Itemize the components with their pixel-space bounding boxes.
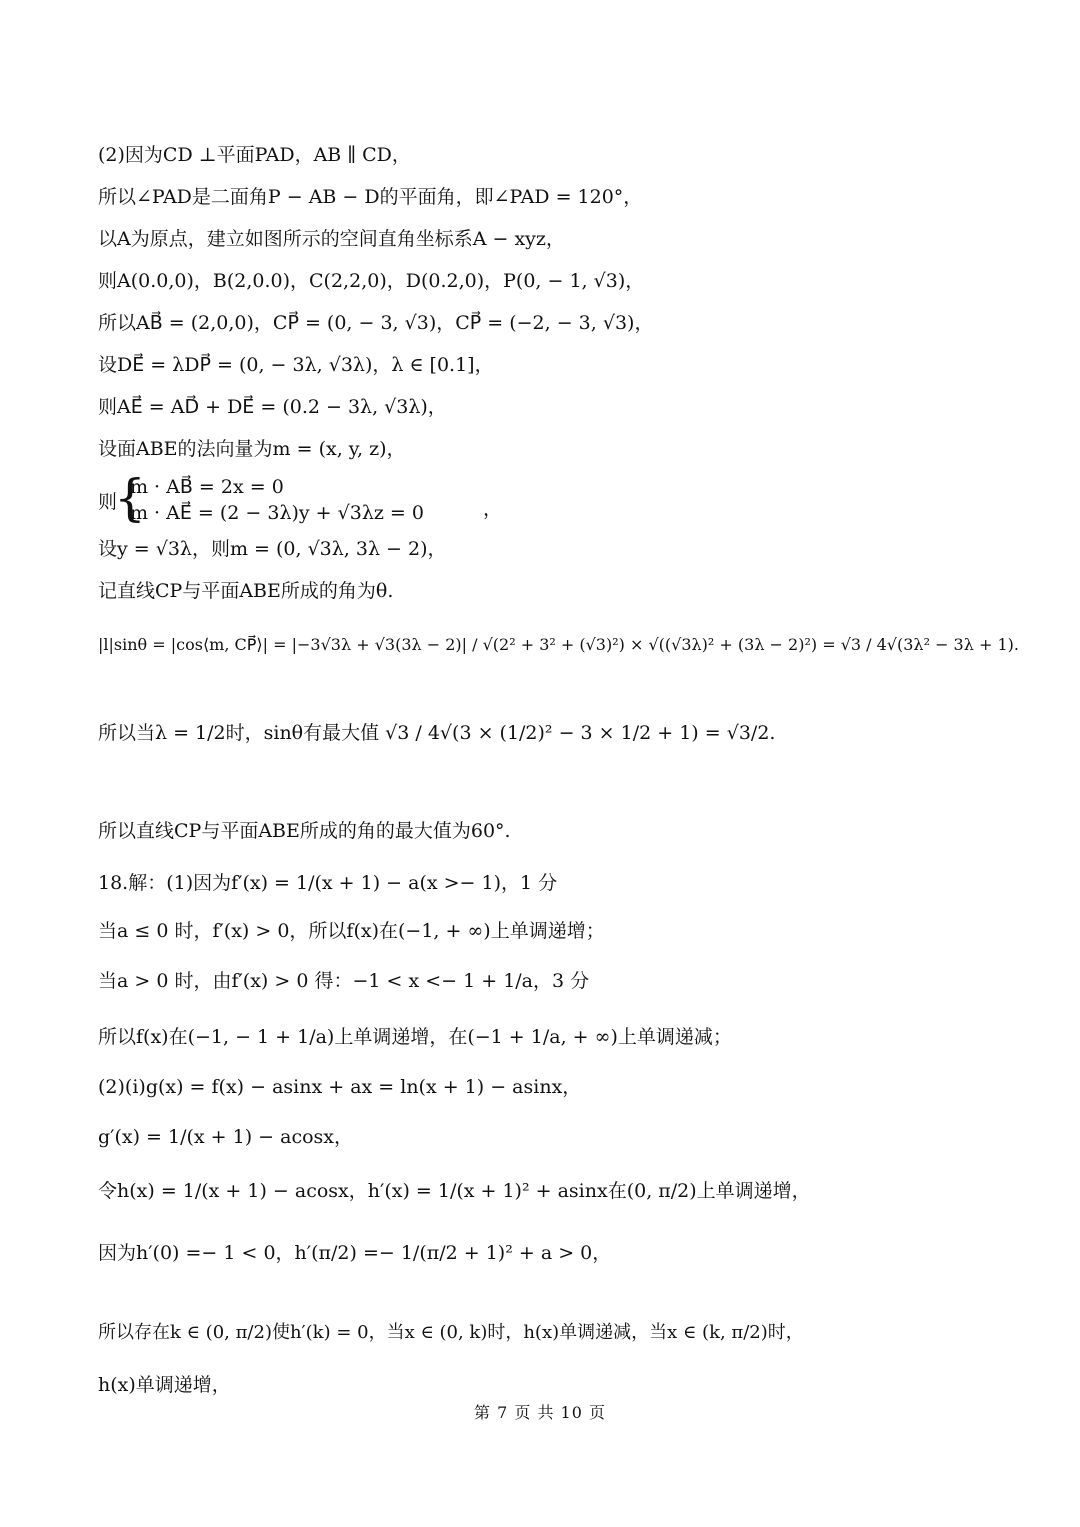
text-line-4: 则A(0.0,0)，B(2,0.0)，C(2,2,0)，D(0.2,0)，P(0, − 1, √3)， — [98, 270, 645, 292]
text-line-5: 所以AB⃗ = (2,0,0)，CP⃗ = (0, − 3, √3)，CP⃗ = (−2, − 3, √3)， — [98, 312, 654, 334]
text-line-2: 所以∠PAD是二面角P − AB − D的平面角，即∠PAD = 120°， — [98, 186, 643, 208]
text-line-7: 则AE⃗ = AD⃗ + DE⃗ = (0.2 − 3λ, √3λ)， — [98, 396, 447, 418]
text-line-1: (2)因为CD ⊥平面PAD，AB ∥ CD， — [98, 144, 411, 166]
text-line-22: 因为h′(0) =− 1 < 0，h′(π/2) =− 1/(π/2 + 1)² + a > 0， — [98, 1242, 612, 1264]
text-line-12: |l|sinθ = |cos⟨m, CP⃗⟩| = |−3√3λ + √3(3λ − 2)| / √(2² + 3² + (√3)²) × √((√3λ)² + (3λ − 2)²) = √3 / 4√(3λ² − 3λ + 1). — [98, 635, 1019, 654]
text-line-24: h(x)单调递增， — [98, 1374, 231, 1396]
system-row-2: m · AE⃗ = (2 − 3λ)y + √3λz = 0 — [130, 502, 424, 524]
page-footer: 第 7 页 共 10 页 — [474, 1403, 606, 1422]
system-tail: ， — [483, 498, 503, 520]
text-line-21: 令h(x) = 1/(x + 1) − acosx，h′(x) = 1/(x + 1)² + asinx在(0, π/2)上单调递增， — [98, 1180, 811, 1202]
text-line-3: 以A为原点，建立如图所示的空间直角坐标系A − xyz， — [98, 228, 565, 250]
text-line-17: 当a > 0 时，由f′(x) > 0 得：−1 < x <− 1 + 1/a，3 分 — [98, 970, 590, 992]
text-line-20: g′(x) = 1/(x + 1) − acosx， — [98, 1126, 354, 1148]
text-line-18: 所以f(x)在(−1, − 1 + 1/a)上单调递增，在(−1 + 1/a, + ∞)上单调递减； — [98, 1026, 732, 1048]
text-line-19: (2)(i)g(x) = f(x) − asinx + ax = ln(x + 1) − asinx， — [98, 1076, 582, 1098]
text-line-13: 所以当λ = 1/2时，sinθ有最大值 √3 / 4√(3 × (1/2)² − 3 × 1/2 + 1) = √3/2. — [98, 722, 776, 744]
text-line-11: 记直线CP与平面ABE所成的角为θ. — [98, 580, 394, 602]
text-line-15: 18.解：(1)因为f′(x) = 1/(x + 1) − a(x >− 1)，1 分 — [98, 872, 558, 894]
text-line-8: 设面ABE的法向量为m = (x, y, z)， — [98, 438, 406, 460]
system-row-1: m · AB⃗ = 2x = 0 — [130, 476, 284, 498]
text-line-14: 所以直线CP与平面ABE所成的角的最大值为60°. — [98, 820, 511, 842]
text-line-6: 设DE⃗ = λDP⃗ = (0, − 3λ, √3λ)，λ ∈ [0.1]， — [98, 354, 494, 376]
text-line-23: 所以存在k ∈ (0, π/2)使h′(k) = 0，当x ∈ (0, k)时，h(x)单调递减，当x ∈ (k, π/2)时， — [98, 1322, 804, 1343]
text-line-16: 当a ≤ 0 时，f′(x) > 0，所以f(x)在(−1, + ∞)上单调递增； — [98, 920, 605, 942]
text-line-10: 设y = √3λ，则m = (0, √3λ, 3λ − 2)， — [98, 538, 447, 560]
brace-symbol: { — [114, 469, 146, 527]
system-label: 则 — [98, 491, 118, 513]
